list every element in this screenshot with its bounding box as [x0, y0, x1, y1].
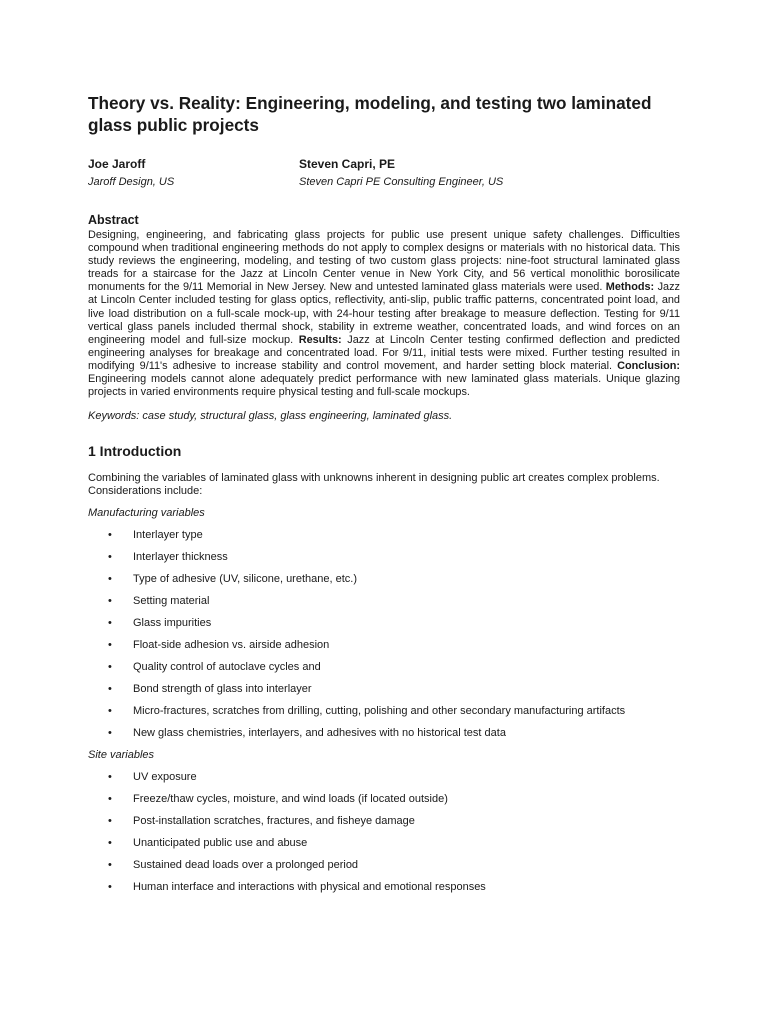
bullet-icon: •: [108, 859, 112, 872]
list-item: [88, 726, 680, 740]
list-item: [88, 594, 680, 608]
list-item: [88, 550, 680, 564]
author-2: [299, 157, 599, 189]
bullet-icon: •: [108, 881, 112, 894]
list-item: [88, 858, 680, 872]
abstract-results: Jazz at Lincoln Center testing confirmed deflection and predicted engineering analyses for breakage and concentrated load. For 9/11, initial tests were mixed. Further testing resulted in modifying 9/11's adhesive to increase stability and control movement, and harder setting block material.: [88, 333, 680, 372]
author-affiliation: Jaroff Design, US: [88, 176, 175, 188]
bullet-icon: •: [108, 727, 112, 740]
bullet-icon: •: [108, 661, 112, 674]
author-name: Steven Capri, PE: [299, 157, 396, 171]
list-item-text: Type of adhesive (UV, silicone, urethane, etc.): [133, 573, 357, 586]
paper-title: Theory vs. Reality: Engineering, modeling, and testing two laminated glass public projects: [88, 93, 652, 135]
list-item-text: Interlayer type: [133, 529, 203, 542]
list-item: [88, 836, 680, 850]
bullet-icon: •: [108, 639, 112, 652]
list-item: [88, 528, 680, 542]
list-item-text: UV exposure: [133, 771, 197, 784]
bullet-icon: •: [108, 683, 112, 696]
site-variables-heading: Site variables: [88, 749, 155, 762]
list-item: [88, 616, 680, 630]
list-item-text: Unanticipated public use and abuse: [133, 837, 308, 850]
abstract-heading: Abstract: [88, 213, 139, 227]
methods-label: Methods:: [605, 281, 655, 294]
bullet-icon: •: [108, 617, 112, 630]
list-item-text: Sustained dead loads over a prolonged period: [133, 859, 359, 872]
list-item-text: Bond strength of glass into interlayer: [133, 683, 312, 696]
list-item: [88, 704, 680, 718]
abstract-intro: Designing, engineering, and fabricating glass projects for public use present unique safety challenges. Difficulties compound when traditional engineering methods do not apply to complex designs or materials with no historical data. This study reviews the engineering, modeling, and testing of two custom glass projects: nine-foot structural laminated glass treads for a staircase for the Jazz at Lincoln Center venue in New York City, and 56 vertical monolithic borosilicate monuments for the 9/11 Memorial in New Jersey. New and untested laminated glass materials were used.: [88, 229, 680, 294]
author-name: Joe Jaroff: [88, 157, 146, 171]
list-item-text: Float-side adhesion vs. airside adhesion: [133, 639, 330, 652]
list-item-text: Glass impurities: [133, 617, 212, 630]
list-item: [88, 638, 680, 652]
site-variables-list: [88, 770, 680, 894]
abstract-conclusion: Engineering models cannot alone adequately predict performance with new laminated glass materials. Unique glazing projects in varied environments require physical testing and full-scale mockups.: [88, 373, 680, 399]
author-1: [88, 157, 299, 189]
section-heading-introduction: 1 Introduction: [88, 443, 182, 460]
author-block: [88, 157, 680, 189]
bullet-icon: •: [108, 771, 112, 784]
author-affiliation: Steven Capri PE Consulting Engineer, US: [299, 176, 504, 188]
abstract-methods: Jazz at Lincoln Center included testing for glass optics, reflectivity, anti-slip, public traffic patterns, concentrated point load, and live load distribution on a full-scale mock-up, with 24-hour testing after breakage to measure deflection. Testing for 9/11 vertical glass panels included thermal shock, stability in extreme weather, concentrated loads, and wind forces on an engineering model and full-size mockup.: [88, 281, 680, 346]
results-label: Results:: [298, 333, 342, 346]
list-item: [88, 880, 680, 894]
list-item: [88, 572, 680, 586]
bullet-icon: •: [108, 551, 112, 564]
bullet-icon: •: [108, 837, 112, 850]
keywords: Keywords: case study, structural glass, glass engineering, laminated glass.: [88, 410, 453, 423]
bullet-icon: •: [108, 793, 112, 806]
list-item-text: Quality control of autoclave cycles and: [133, 661, 321, 674]
list-item-text: Setting material: [133, 595, 210, 608]
abstract-body: [88, 229, 680, 399]
list-item-text: Freeze/thaw cycles, moisture, and wind loads (if located outside): [133, 793, 448, 806]
list-item: [88, 770, 680, 784]
list-item-text: New glass chemistries, interlayers, and adhesives with no historical test data: [133, 727, 506, 740]
list-item: [88, 682, 680, 696]
list-item-text: Micro-fractures, scratches from drilling, cutting, polishing and other secondary manufacturing artifacts: [133, 705, 626, 718]
list-item: [88, 814, 680, 828]
bullet-icon: •: [108, 595, 112, 608]
bullet-icon: •: [108, 529, 112, 542]
introduction-paragraph: Combining the variables of laminated glass with unknowns inherent in designing public art creates complex problems. Considerations include:: [88, 472, 660, 498]
bullet-icon: •: [108, 705, 112, 718]
list-item-text: Interlayer thickness: [133, 551, 228, 564]
conclusion-label: Conclusion:: [617, 359, 680, 372]
bullet-icon: •: [108, 573, 112, 586]
manufacturing-variables-list: [88, 528, 680, 740]
list-item: [88, 660, 680, 674]
list-item-text: Human interface and interactions with physical and emotional responses: [133, 881, 486, 894]
list-item: [88, 792, 680, 806]
manufacturing-variables-heading: Manufacturing variables: [88, 507, 205, 520]
bullet-icon: •: [108, 815, 112, 828]
list-item-text: Post-installation scratches, fractures, and fisheye damage: [133, 815, 415, 828]
paper-page: [88, 92, 680, 894]
